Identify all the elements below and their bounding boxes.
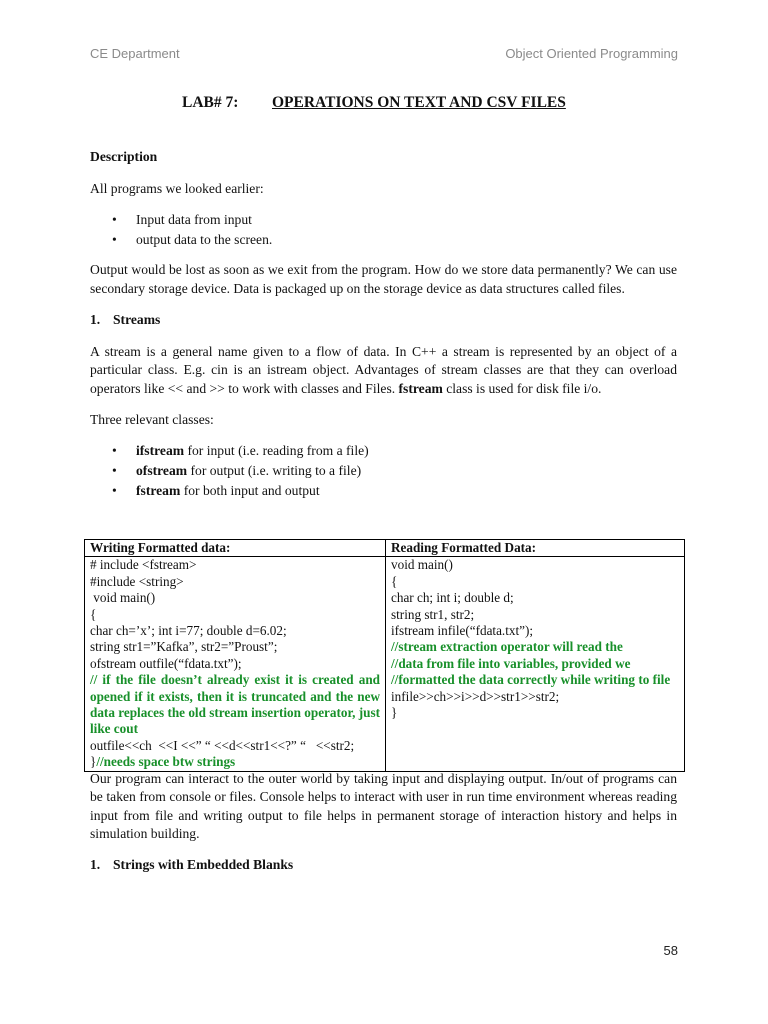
page-title bbox=[182, 94, 566, 112]
lab-number: LAB# 7: bbox=[182, 94, 239, 111]
reading-header: Reading Formatted Data: bbox=[386, 540, 685, 557]
code-line: }//needs space btw strings bbox=[90, 754, 236, 770]
bullet-icon: • bbox=[112, 462, 117, 478]
code-line: #include <string> bbox=[90, 573, 184, 589]
description-intro: All programs we looked earlier: bbox=[90, 180, 264, 196]
code-line: ofstream outfile(“fdata.txt”); bbox=[90, 655, 242, 671]
code-line: infile>>ch>>i>>d>>str1>>str2; bbox=[391, 688, 560, 704]
section-heading: 1. Strings with Embedded Blanks bbox=[90, 857, 294, 872]
writing-header: Writing Formatted data: bbox=[85, 540, 386, 557]
list-item: • Input data from input bbox=[90, 210, 677, 230]
streams-paragraph: A stream is a general name given to a flow of data. In C++ a stream is represented by an object of a particular class. E.g. cin is an istream object. Advantages of stream classes are that they can overload operators like << and >> to work with classes and Files. fstream class is used for disk file i/o. bbox=[90, 343, 677, 396]
list-item: • ifstream for input (i.e. reading from a file) bbox=[90, 441, 677, 461]
code-comment: // if the file doesn’t already exist it is created and opened if it exists, then it is truncated and the new data replaces the old stream insertion operator, just like cout bbox=[90, 672, 380, 737]
code-comment: //formatted the data correctly while writing to file bbox=[391, 672, 671, 688]
classes-intro: Three relevant classes: bbox=[90, 412, 214, 427]
code-line: void main() bbox=[90, 590, 156, 606]
bullet-icon: • bbox=[112, 442, 117, 458]
list-item: • output data to the screen. bbox=[90, 230, 677, 250]
classes-list bbox=[90, 441, 677, 501]
code-line: { bbox=[391, 573, 398, 589]
code-line: string str1=”Kafka”, str2=”Proust”; bbox=[90, 639, 278, 655]
description-bullets bbox=[90, 210, 677, 250]
list-item: • ofstream for output (i.e. writing to a file) bbox=[90, 461, 677, 481]
code-line: # include <fstream> bbox=[90, 557, 197, 573]
code-line: outfile<<ch <<I <<” “ <<d<<str1<<?” “ <<str2; bbox=[90, 737, 355, 753]
code-comment: //data from file into variables, provided we bbox=[391, 655, 631, 671]
code-comment: //stream extraction operator will read the bbox=[391, 639, 623, 655]
header-department: CE Department bbox=[90, 46, 180, 61]
bullet-icon: • bbox=[112, 482, 117, 498]
code-table bbox=[84, 539, 685, 772]
code-line: char ch; int i; double d; bbox=[391, 590, 514, 606]
streams-heading: 1. Streams bbox=[90, 312, 161, 327]
lab-title: OPERATIONS ON TEXT AND CSV FILES bbox=[272, 94, 566, 111]
code-line: char ch=’x’; int i=77; double d=6.02; bbox=[90, 623, 287, 639]
writing-code bbox=[85, 557, 386, 771]
main-content bbox=[90, 148, 677, 501]
description-heading: Description bbox=[90, 149, 158, 164]
header-course: Object Oriented Programming bbox=[505, 46, 678, 61]
description-paragraph: Output would be lost as soon as we exit from the program. How do we store data permanently? We can use secondary storage device. Data is packaged up on the storage device as data structures called files. bbox=[90, 262, 677, 296]
bullet-icon: • bbox=[112, 232, 117, 247]
code-line: } bbox=[391, 705, 398, 721]
after-table-paragraph: Our program can interact to the outer world by taking input and displaying output. In/out of programs can be taken from console or files. Console helps to interact with user in run time environment whereas reading input from file and writing output to file helps in permanent storage of interaction history and helps in simulation building. bbox=[90, 771, 677, 842]
code-comment: //needs space btw strings bbox=[96, 754, 236, 770]
code-line: ifstream infile(“fdata.txt”); bbox=[391, 623, 534, 639]
reading-code bbox=[386, 557, 685, 771]
bullet-icon: • bbox=[112, 212, 117, 227]
list-item: • fstream for both input and output bbox=[90, 481, 677, 501]
code-line: string str1, str2; bbox=[391, 606, 475, 622]
page-number: 58 bbox=[663, 943, 678, 958]
code-line: void main() bbox=[391, 557, 453, 573]
code-line: { bbox=[90, 606, 97, 622]
